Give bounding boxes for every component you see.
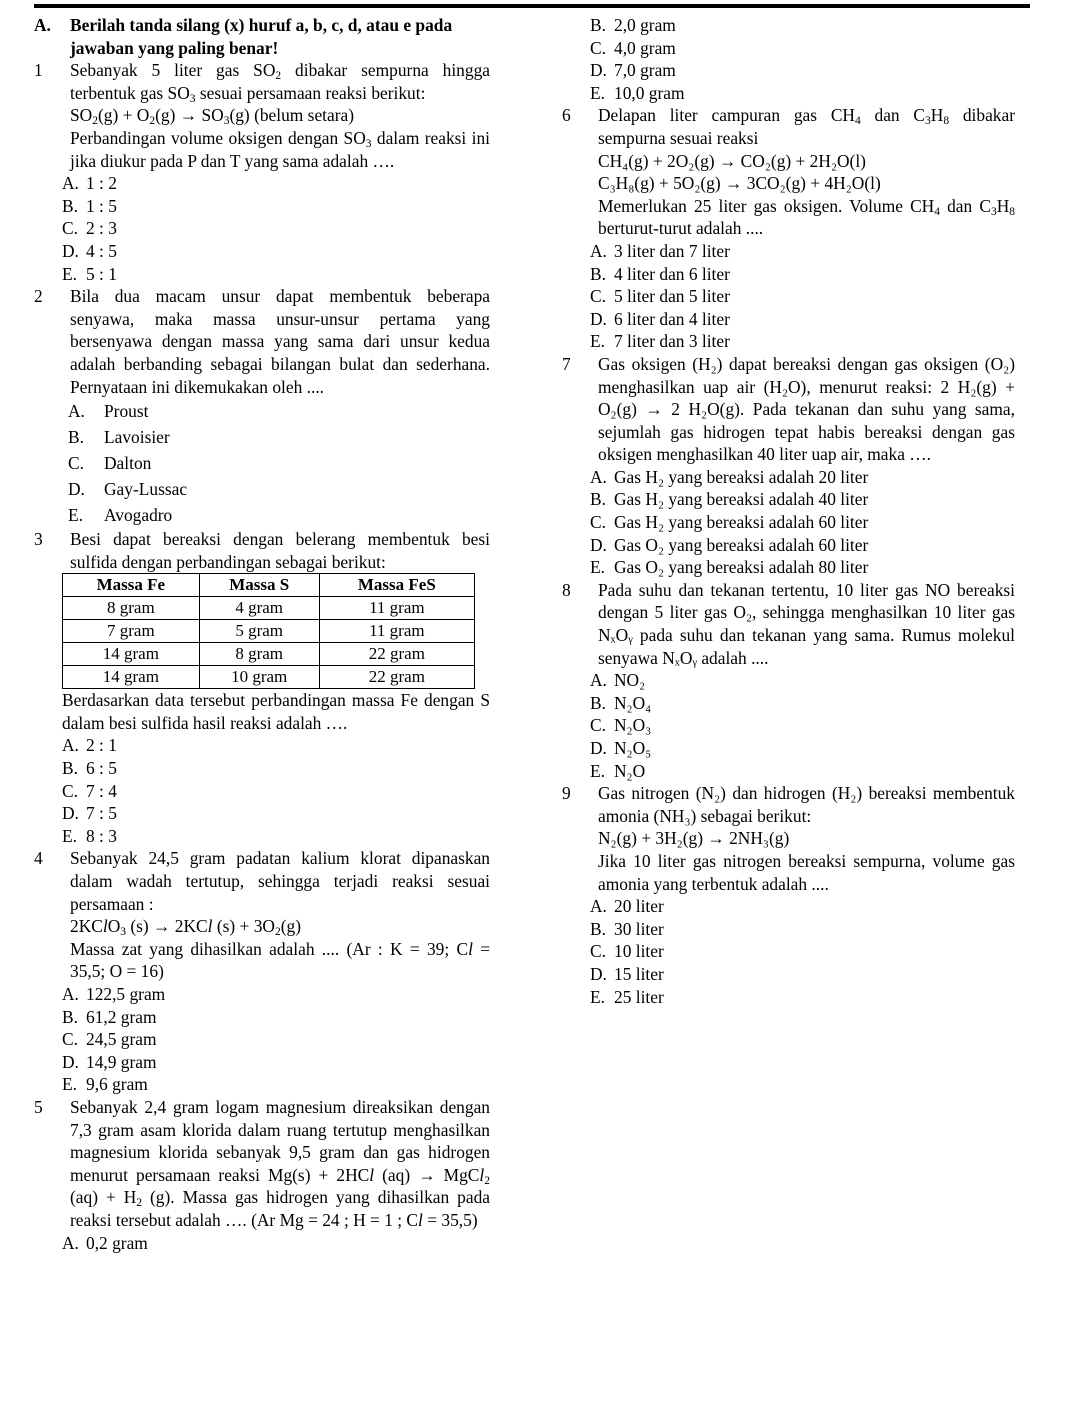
option[interactable]: A. 3 liter dan 7 liter [590, 240, 730, 261]
option[interactable]: D. N₂O₅ [590, 738, 652, 758]
option[interactable]: A. NO₂ [590, 670, 646, 691]
option[interactable]: D. 14,9 gram [62, 1051, 157, 1072]
option[interactable]: B. 1 : 5 [62, 195, 117, 216]
equation: N₂(g) + 3H₂(g) → 2NH₃(g) [598, 828, 790, 849]
option[interactable]: C. 10 liter [590, 941, 664, 962]
equation: CH₄(g) + 2O₂(g) → CO₂(g) + 2H₂O(l) [598, 150, 866, 171]
table-row: 14 gram 8 gram 22 gram [63, 643, 475, 666]
question-1: 1 Sebanyak 5 liter gas $SO_2$ dibakar sempurna hingga terbentuk gas $SO_3$ sesuai persamaan reaksi berikut: $SO_2(g) + O_2(g) \to SO_3(g)$ (belum setara) Perbandingan volume oksigen dengan $SO_3$ dalam reaksi ini jika diukur pada P dan T yang sama adalah …. [34, 60, 490, 171]
option[interactable]: D. Gas O₂ yang bereaksi adalah 60 liter [590, 534, 869, 555]
equation: C₃H₈(g) + 5O₂(g) → 3CO₂(g) + 4H₂O(l) [598, 173, 881, 194]
question-8: 8 Pada suhu dan tekanan tertentu, 10 liter gas NO bereaksi dengan 5 liter gas O₂, sehingga menghasilkan 10 liter gas NₓOᵧ pada suhu dan tekanan yang sama. Rumus molekul senyawa NₓOᵧ adalah .... [562, 579, 1015, 668]
equation: 2KClO$_3$ (s) → 2KCl $(s) + 3O_2(g)$ [70, 916, 301, 939]
option[interactable]: B. N₂O₄ [590, 692, 652, 713]
option[interactable]: C. 24,5 gram [62, 1029, 157, 1050]
option[interactable]: D. Gay-Lussac [68, 478, 188, 499]
option[interactable]: B. 6 : 5 [62, 758, 117, 779]
option[interactable]: D. 4 : 5 [62, 240, 117, 261]
question-7: 7 Gas oksigen (H₂) dapat bereaksi dengan gas oksigen (O₂) menghasilkan uap air (H₂O), menurut reaksi: 2 H₂(g) + O₂(g) → 2 H₂O(g). Pada tekanan dan suhu yang sama, sejumlah gas hidrogen tepat habis bereaksi dengan gas oksigen menghasilkan 40 liter uap air, maka …. [562, 353, 1015, 465]
question-2: 2 Bila dua macam unsur dapat membentuk beberapa senyawa, maka massa unsur-unsur pertama yang bersenyawa dengan massa yang sama dari unsur kedua adalah berbanding sebagai bilangan bulat dan sederhana. Pernyataan ini dikemukakan oleh .... [34, 286, 490, 397]
option[interactable]: C. Gas H₂ yang bereaksi adalah 60 liter [590, 512, 869, 533]
option[interactable]: C. N₂O₃ [590, 715, 652, 736]
question-5: 5 Sebanyak 2,4 gram logam magnesium direaksikan dengan 7,3 gram asam klorida dalam ruang tertutup menghasilkan magnesium klorida sebanyak 9,5 gram dan gas hidrogen menurut persamaan reaksi Mg(s) + 2HCl (aq) → MgCl$_2$ $(aq) + H_2$ (g). Massa gas hidrogen yang dihasilkan pada reaksi tersebut adalah …. (Ar Mg = 24 ; H = 1 ; Cl = 35,5) [34, 1096, 490, 1230]
option[interactable]: E. 7 liter dan 3 liter [590, 331, 730, 352]
option[interactable]: C. 5 liter dan 5 liter [590, 286, 730, 307]
option[interactable]: A. 1 : 2 [62, 173, 117, 194]
right-column [562, 14, 1015, 1008]
option[interactable]: B. Gas H₂ yang bereaksi adalah 40 liter [590, 489, 869, 510]
question-3: 3 Besi dapat bereaksi dengan belerang membentuk besi sulfida dengan perbandingan sebagai berikut: [34, 529, 490, 572]
option[interactable]: A. 0,2 gram [62, 1232, 148, 1253]
option[interactable]: A. Proust [68, 400, 149, 421]
question-4: 4 Sebanyak 24,5 gram padatan kalium klorat dipanaskan dalam wadah tertutup, sehingga terjadi reaksi sesuai persamaan : 2KClO$_3$ (s) → 2KCl $(s) + 3O_2(g)$ Massa zat yang dihasilkan adalah .... (Ar : K = 39; Cl = 35,5; O = 16) [34, 848, 490, 982]
option[interactable]: E. 8 : 3 [62, 825, 117, 846]
option[interactable]: E. 9,6 gram [62, 1074, 148, 1095]
table-row: 14 gram 10 gram 22 gram [63, 666, 475, 689]
option[interactable]: D. 7,0 gram [590, 60, 676, 81]
option[interactable]: B. Lavoisier [68, 426, 170, 447]
option[interactable]: B. 61,2 gram [62, 1006, 157, 1027]
option[interactable]: E. N₂O [590, 760, 646, 781]
question-6: 6 Delapan liter campuran gas $CH_4$ dan $C_3H_8$ dibakar sempurna sesuai reaksi CH₄(g) + 2O₂(g) → CO₂(g) + 2H₂O(l) C₃H₈(g) + 5O₂(g) → 3CO₂(g) + 4H₂O(l) Memerlukan 25 liter gas oksigen. Volume $CH_4$ dan $C_3H_8$ berturut-turut adalah .... [562, 105, 1016, 239]
top-rule [34, 4, 1030, 8]
option[interactable]: E. Gas O₂ yang bereaksi adalah 80 liter [590, 557, 869, 578]
option[interactable]: A. 20 liter [590, 896, 664, 917]
option[interactable]: E. Avogadro [68, 504, 173, 525]
option[interactable]: E. 10,0 gram [590, 82, 685, 103]
option[interactable]: E. 25 liter [590, 986, 664, 1007]
table-row: 7 gram 5 gram 11 gram [63, 620, 475, 643]
left-column: A. Berilah tanda silang (x) huruf a, b, c, d, atau e pada jawaban yang paling benar! 1 Sebanyak 5 liter gas $SO_2$ dibakar sempurna hingga terbentuk gas $SO_3$ sesuai persamaan reaksi berikut: $SO_2(g) + O_2(g) \to SO_3(g)$ (belum setara) Perbandingan volume oksigen dengan $SO_3$ dalam reaksi ini jika diukur pada P dan T yang sama adalah …. A. 1 : 2 B. 1 : 5 C. 2 : 3 D. 4 : 5 E. 5 : 1 2 Bila dua macam unsur dapat membentuk beberapa senyawa, maka massa unsur-unsur pertama yang bersenyawa dengan massa yang sama dari unsur kedua adalah berbanding sebagai bilangan bulat dan sederhana. Pernyataan ini dikemukakan oleh .... A. Proust B. Lavoisier C. Dalton D. Gay-Lussac E. Avogadro 3 Besi dapat bereaksi dengan belerang membentuk besi sulfida dengan perbandingan sebagai berikut: Massa Fe Massa S Massa FeS 8 gram 4 gram 11 gram 7 gram 5 gram 11 gram 14 gram 8 gram 22 gram 14 gram 10 gram 22 gram Berdasarkan data tersebut perbandingan massa Fe dengan S dalam besi sulfida hasil reaksi adalah …. A. 2 : 1 B. 6 : 5 C. 7 : 4 D. 7 : 5 E. 8 : 3 4 Sebanyak 24,5 gram padatan kalium klorat dipanaskan dalam wadah tertutup, sehingga terjadi reaksi sesuai persamaan : 2KClO$_3$ (s) → 2KCl $(s) + 3O_2(g)$ Massa zat yang dihasilkan adalah .... (Ar : K = 39; Cl = 35,5; O = 16) A. 122,5 gram B. 61,2 gram C. 24,5 gram D. 14,9 gram E. 9,6 gram 5 Sebanyak 2,4 gram logam magnesium direaksikan dengan 7,3 gram asam klorida dalam ruang tertutup menghasilkan magnesium klorida sebanyak 9,5 gram dan gas hidrogen menurut persamaan reaksi Mg(s) + 2HCl (aq) → MgCl$_2$ $(aq) + H_2$ (g). Massa gas hidrogen yang dihasilkan pada reaksi tersebut adalah …. (Ar Mg = 24 ; H = 1 ; Cl = 35,5) A. 0,2 gram [34, 15, 490, 1253]
option[interactable]: D. 7 : 5 [62, 803, 117, 824]
option[interactable]: B. 4 liter dan 6 liter [590, 263, 730, 284]
equation: $SO_2(g) + O_2(g) \to SO_3(g)$ (belum setara) [70, 105, 355, 128]
table-row: 8 gram 4 gram 11 gram [63, 597, 475, 620]
option[interactable]: D. 15 liter [590, 963, 664, 984]
option[interactable]: D. 6 liter dan 4 liter [590, 308, 730, 329]
data-table [62, 573, 475, 689]
option[interactable]: A. 122,5 gram [62, 984, 166, 1004]
option[interactable]: C. 7 : 4 [62, 780, 117, 801]
option[interactable]: C. 4,0 gram [590, 37, 676, 58]
section-header: A. Berilah tanda silang (x) huruf a, b, c, d, atau e pada jawaban yang paling benar! [34, 15, 453, 58]
option[interactable]: B. 30 liter [590, 918, 664, 939]
table-header-row: Massa Fe Massa S Massa FeS [63, 574, 475, 597]
option[interactable]: A. 2 : 1 [62, 735, 117, 756]
option[interactable]: B. 2,0 gram [590, 15, 676, 35]
option[interactable]: C. Dalton [68, 452, 152, 473]
option[interactable]: C. 2 : 3 [62, 218, 117, 239]
option[interactable]: E. 5 : 1 [62, 263, 117, 284]
question-9: 9 Gas nitrogen (N₂) dan hidrogen (H₂) bereaksi membentuk amonia (NH₃) sebagai berikut: N₂(g) + 3H₂(g) → 2NH₃(g) Jika 10 liter gas nitrogen bereaksi sempurna, volume gas amonia yang terbentuk adalah .... [562, 783, 1015, 894]
option[interactable]: A. Gas H₂ yang bereaksi adalah 20 liter [590, 466, 869, 487]
